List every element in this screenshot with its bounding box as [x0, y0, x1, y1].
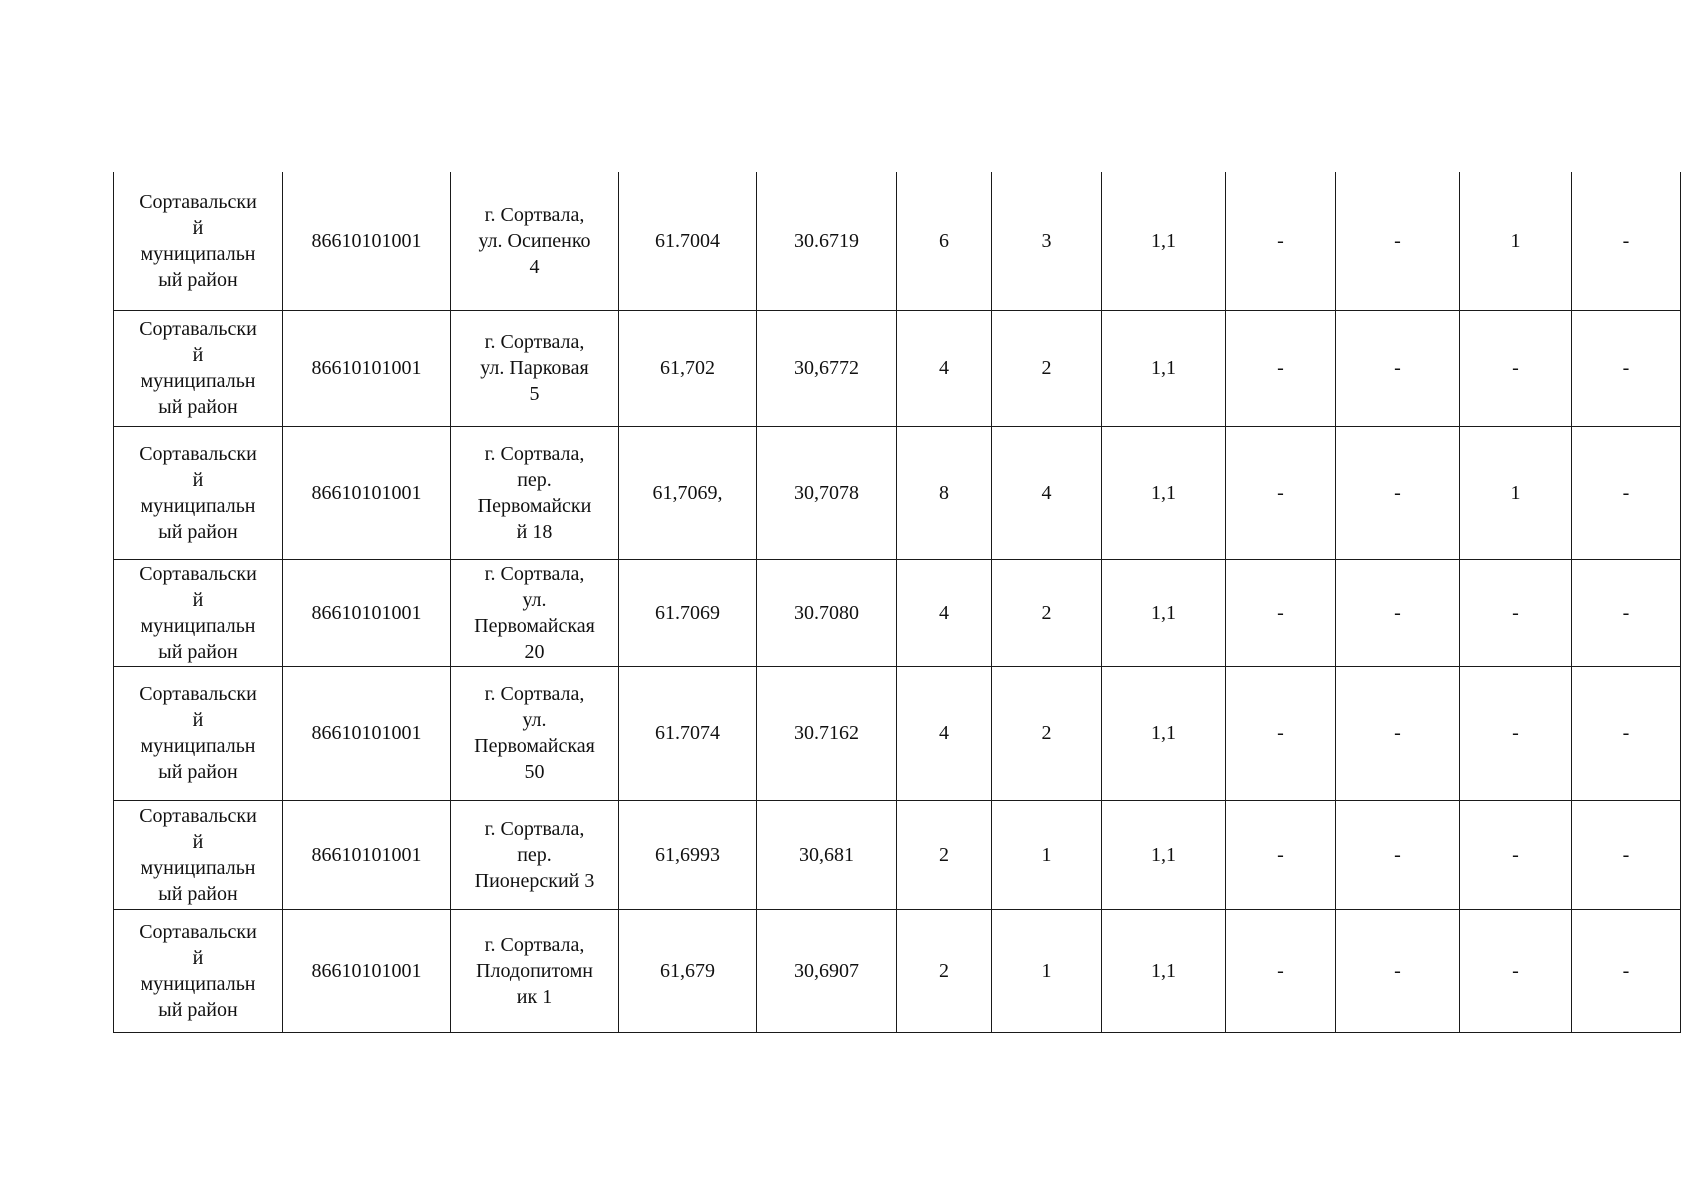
address-cell: [451, 172, 619, 310]
latitude-cell: 61,6993: [619, 800, 757, 909]
municipality-line: муниципальн: [140, 494, 256, 517]
count-cell: 4: [897, 310, 992, 426]
count-cell-2: 3: [992, 172, 1102, 310]
municipality-line: й: [192, 344, 204, 366]
value-cell-2: -: [1336, 909, 1460, 1032]
municipality-line: й: [192, 216, 204, 239]
count-cell: 6: [897, 172, 992, 310]
address-cell: [451, 909, 619, 1032]
volume-cell: 1,1: [1102, 310, 1226, 426]
value-cell-4: -: [1572, 310, 1681, 426]
address-line: 5: [529, 383, 540, 405]
value-cell: -: [1226, 310, 1336, 426]
value-cell-3: -: [1460, 666, 1572, 800]
longitude-cell: 30.7080: [757, 559, 897, 666]
oktmo-cell: 86610101001: [283, 559, 451, 666]
value-cell-3: -: [1460, 800, 1572, 909]
latitude-cell: 61.7069: [619, 559, 757, 666]
address-line: ул.: [522, 709, 547, 731]
value-cell-4: -: [1572, 909, 1681, 1032]
oktmo-cell: 86610101001: [283, 310, 451, 426]
count-cell: 2: [897, 909, 992, 1032]
municipality-line: муниципальн: [140, 735, 256, 757]
address-line: Первомайская: [474, 735, 595, 757]
container-sites-table: [113, 172, 1681, 1033]
oktmo-cell: 86610101001: [283, 666, 451, 800]
value-cell: -: [1226, 909, 1336, 1032]
address-cell: [451, 800, 619, 909]
municipality-cell: [114, 800, 283, 909]
count-cell-2: 4: [992, 426, 1102, 559]
value-cell-3: -: [1460, 559, 1572, 666]
address-cell: [451, 666, 619, 800]
municipality-line: Сортавальски: [139, 318, 257, 340]
count-cell-2: 1: [992, 909, 1102, 1032]
volume-cell: 1,1: [1102, 172, 1226, 310]
table-row: [114, 909, 1681, 1032]
municipality-line: Сортавальски: [139, 190, 257, 213]
address-line: г. Сортвала,: [484, 817, 585, 840]
address-line: й 18: [516, 520, 553, 543]
municipality-cell: [114, 909, 283, 1032]
municipality-line: муниципальн: [140, 972, 256, 995]
latitude-cell: 61,7069,: [619, 426, 757, 559]
municipality-line: ый район: [158, 998, 238, 1021]
table-row: [114, 172, 1681, 310]
longitude-cell: 30.7162: [757, 666, 897, 800]
table-row: [114, 559, 1681, 666]
municipality-line: ый район: [158, 640, 238, 663]
address-cell: [451, 559, 619, 666]
longitude-cell: 30.6719: [757, 172, 897, 310]
municipality-line: муниципальн: [140, 856, 256, 879]
address-line: 20: [524, 640, 545, 663]
municipality-line: ый район: [158, 761, 238, 783]
municipality-line: Сортавальски: [139, 562, 257, 585]
longitude-cell: 30,681: [757, 800, 897, 909]
address-line: г. Сортвала,: [484, 331, 585, 353]
municipality-line: Сортавальски: [139, 804, 257, 827]
value-cell-2: -: [1336, 426, 1460, 559]
address-line: г. Сортвала,: [484, 683, 585, 705]
municipality-line: й: [192, 946, 204, 969]
address-line: г. Сортвала,: [484, 203, 585, 226]
address-line: ул. Осипенко: [478, 229, 591, 252]
address-line: 4: [529, 255, 540, 278]
value-cell: -: [1226, 800, 1336, 909]
latitude-cell: 61,702: [619, 310, 757, 426]
value-cell-3: 1: [1460, 426, 1572, 559]
value-cell-4: -: [1572, 426, 1681, 559]
value-cell-2: -: [1336, 800, 1460, 909]
volume-cell: 1,1: [1102, 426, 1226, 559]
oktmo-cell: 86610101001: [283, 172, 451, 310]
municipality-line: ый район: [158, 520, 238, 543]
oktmo-cell: 86610101001: [283, 800, 451, 909]
address-cell: [451, 426, 619, 559]
address-line: Плодопитомн: [476, 959, 593, 982]
table-row: [114, 310, 1681, 426]
address-line: Пионерский 3: [474, 869, 595, 892]
address-line: ул.: [522, 588, 547, 611]
latitude-cell: 61,679: [619, 909, 757, 1032]
municipality-line: ый район: [158, 882, 238, 905]
municipality-line: муниципальн: [140, 614, 256, 637]
value-cell-3: 1: [1460, 172, 1572, 310]
address-line: пер.: [517, 468, 552, 491]
volume-cell: 1,1: [1102, 666, 1226, 800]
value-cell-2: -: [1336, 559, 1460, 666]
table-row: [114, 800, 1681, 909]
count-cell-2: 1: [992, 800, 1102, 909]
municipality-line: муниципальн: [140, 370, 256, 392]
longitude-cell: 30,6772: [757, 310, 897, 426]
municipality-line: й: [192, 588, 204, 611]
municipality-line: й: [192, 709, 204, 731]
count-cell-2: 2: [992, 666, 1102, 800]
oktmo-cell: 86610101001: [283, 909, 451, 1032]
municipality-line: Сортавальски: [139, 683, 257, 705]
value-cell-4: -: [1572, 666, 1681, 800]
value-cell-3: -: [1460, 310, 1572, 426]
municipality-cell: [114, 172, 283, 310]
municipality-line: ый район: [158, 396, 238, 418]
address-line: пер.: [517, 843, 552, 866]
value-cell-3: -: [1460, 909, 1572, 1032]
longitude-cell: 30,6907: [757, 909, 897, 1032]
municipality-cell: [114, 666, 283, 800]
value-cell-4: -: [1572, 800, 1681, 909]
municipality-line: ый район: [158, 268, 238, 291]
volume-cell: 1,1: [1102, 800, 1226, 909]
count-cell: 8: [897, 426, 992, 559]
longitude-cell: 30,7078: [757, 426, 897, 559]
count-cell-2: 2: [992, 310, 1102, 426]
municipality-line: Сортавальски: [139, 442, 257, 465]
address-line: 50: [524, 761, 545, 783]
volume-cell: 1,1: [1102, 909, 1226, 1032]
address-cell: [451, 310, 619, 426]
table-body: [114, 172, 1681, 1032]
count-cell: 4: [897, 559, 992, 666]
address-line: ул. Парковая: [480, 357, 589, 379]
table-row: [114, 666, 1681, 800]
value-cell-2: -: [1336, 666, 1460, 800]
table-row: [114, 426, 1681, 559]
count-cell: 2: [897, 800, 992, 909]
value-cell: -: [1226, 426, 1336, 559]
municipality-cell: [114, 559, 283, 666]
municipality-cell: [114, 310, 283, 426]
oktmo-cell: 86610101001: [283, 426, 451, 559]
value-cell: -: [1226, 172, 1336, 310]
municipality-line: Сортавальски: [139, 920, 257, 943]
municipality-line: й: [192, 830, 204, 853]
address-line: г. Сортвала,: [484, 933, 585, 956]
value-cell-2: -: [1336, 172, 1460, 310]
address-line: г. Сортвала,: [484, 442, 585, 465]
address-line: ик 1: [516, 985, 553, 1008]
count-cell: 4: [897, 666, 992, 800]
count-cell-2: 2: [992, 559, 1102, 666]
address-line: Первомайская: [474, 614, 595, 637]
latitude-cell: 61.7074: [619, 666, 757, 800]
value-cell-2: -: [1336, 310, 1460, 426]
address-line: г. Сортвала,: [484, 562, 585, 585]
municipality-line: й: [192, 468, 204, 491]
value-cell: -: [1226, 559, 1336, 666]
value-cell: -: [1226, 666, 1336, 800]
value-cell-4: -: [1572, 559, 1681, 666]
address-line: Первомайски: [477, 494, 592, 517]
value-cell-4: -: [1572, 172, 1681, 310]
municipality-cell: [114, 426, 283, 559]
latitude-cell: 61.7004: [619, 172, 757, 310]
volume-cell: 1,1: [1102, 559, 1226, 666]
municipality-line: муниципальн: [140, 242, 256, 265]
